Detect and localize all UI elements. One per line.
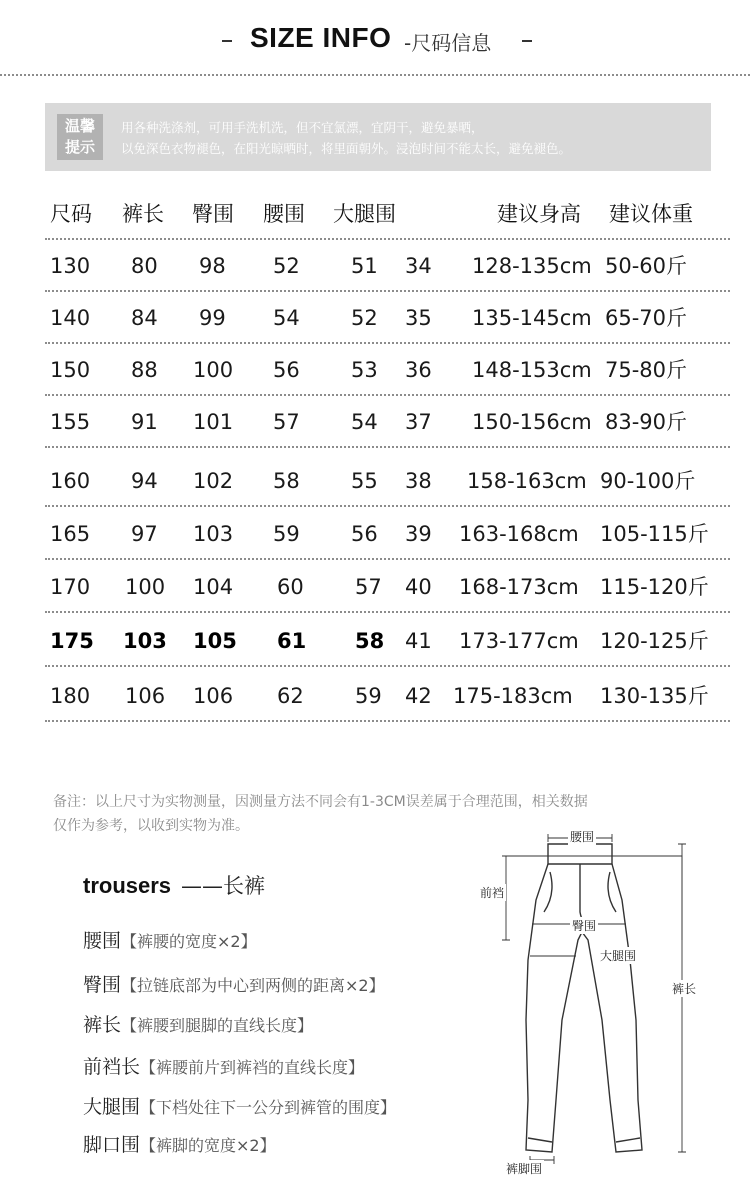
- cell-length: 94: [131, 469, 158, 493]
- care-tip-line2: 以免深色衣物褪色，在阳光晾晒时，将里面朝外。浸泡时间不能太长，避免褪色。: [121, 141, 572, 156]
- cell-thigh: 57: [355, 575, 382, 599]
- cell-length: 80: [131, 254, 158, 278]
- row-divider: [45, 394, 730, 396]
- cell-waist: 54: [273, 306, 300, 330]
- cell-size: 140: [50, 306, 91, 330]
- cell-extra: 35: [405, 306, 432, 330]
- cell-waist: 62: [277, 684, 304, 708]
- cell-extra: 37: [405, 410, 432, 434]
- table-row: [45, 672, 730, 722]
- cell-waist: 58: [273, 469, 300, 493]
- row-divider: [45, 342, 730, 344]
- cell-extra: 36: [405, 358, 432, 382]
- diagram-label-hem: 裤脚围: [506, 1162, 543, 1176]
- cell-waist: 52: [273, 254, 300, 278]
- definition-desc: 【下档处往下一公分到裤管的围度】: [140, 1098, 397, 1117]
- cell-height: 175-183cm: [453, 684, 573, 708]
- care-tip-badge-line1: 温馨: [64, 117, 95, 135]
- row-divider: [45, 290, 730, 292]
- header-thigh: 大腿围: [333, 202, 396, 226]
- definition-desc: 【裤腰到腿脚的直线长度】: [121, 1016, 314, 1035]
- cell-height: 158-163cm: [467, 469, 587, 493]
- diagram-label-thigh: 大腿围: [600, 949, 637, 963]
- diagram-label-waist: 腰围: [570, 830, 595, 844]
- header-size: 尺码: [50, 202, 92, 226]
- definition-item: [83, 1130, 276, 1157]
- table-row: [45, 617, 730, 667]
- cell-size: 175: [50, 629, 94, 653]
- page-title: SIZE INFO: [250, 22, 392, 53]
- definition-desc: 【裤腰的宽度×2】: [121, 932, 257, 951]
- cell-hip: 106: [193, 684, 234, 708]
- table-row: [45, 398, 730, 448]
- page-header: [0, 22, 750, 58]
- definitions-title-en: trousers: [83, 873, 172, 898]
- definition-desc: 【裤腰前片到裤裆的直线长度】: [140, 1058, 365, 1077]
- header-dash-left: [222, 40, 232, 42]
- definition-term: 腰围: [83, 930, 122, 952]
- definition-term: 大腿围: [83, 1096, 141, 1118]
- table-row: [45, 294, 730, 344]
- cell-length: 88: [131, 358, 158, 382]
- table-row: [45, 346, 730, 396]
- cell-length: 84: [131, 306, 158, 330]
- row-divider: [45, 558, 730, 560]
- care-tip-badge-line2: 提示: [64, 138, 95, 156]
- diagram-label-hip: 臀围: [572, 919, 597, 933]
- cell-length: 103: [123, 629, 167, 653]
- cell-hip: 103: [193, 522, 234, 546]
- table-row: [45, 457, 730, 507]
- table-row: [45, 563, 730, 613]
- row-divider: [45, 238, 730, 240]
- cell-length: 106: [125, 684, 166, 708]
- diagram-label-length: 裤长: [672, 982, 697, 996]
- cell-thigh: 58: [355, 629, 385, 653]
- cell-size: 155: [50, 410, 91, 434]
- table-header-row: [45, 190, 730, 240]
- cell-extra: 34: [405, 254, 432, 278]
- cell-thigh: 51: [351, 254, 378, 278]
- trousers-illustration: [470, 820, 720, 1185]
- cell-waist: 59: [273, 522, 300, 546]
- row-divider: [45, 665, 730, 667]
- cell-size: 160: [50, 469, 91, 493]
- care-tip-line1: 用各种洗涤剂，可用手洗机洗，但不宜氯漂，宜阴干，避免暴晒，: [121, 120, 484, 135]
- cell-height: 128-135cm: [472, 254, 592, 278]
- cell-extra: 41: [405, 629, 432, 653]
- cell-hip: 100: [193, 358, 234, 382]
- cell-thigh: 53: [351, 358, 378, 382]
- header-dash-right: [522, 40, 532, 42]
- cell-extra: 42: [405, 684, 432, 708]
- header-length: 裤长: [122, 202, 164, 226]
- care-tip-badge: [57, 114, 103, 160]
- note-line2: 仅作为参考，以收到实物为准。: [53, 818, 249, 834]
- definition-item: [83, 926, 257, 953]
- cell-hip: 99: [199, 306, 226, 330]
- note-line1: 备注：以上尺寸为实物测量，因测量方法不同会有1-3CM误差属于合理范围，相关数据: [53, 794, 588, 810]
- cell-thigh: 54: [351, 410, 378, 434]
- care-tip-box: [45, 103, 711, 171]
- cell-hip: 102: [193, 469, 234, 493]
- header-height: 建议身高: [497, 202, 581, 226]
- cell-height: 135-145cm: [472, 306, 592, 330]
- cell-extra: 39: [405, 522, 432, 546]
- row-divider: [45, 446, 730, 448]
- cell-thigh: 59: [355, 684, 382, 708]
- cell-weight: 115-120斤: [600, 575, 709, 599]
- table-row: [45, 510, 730, 560]
- trousers-diagram: [470, 820, 720, 1185]
- definition-item: [83, 1092, 396, 1119]
- cell-thigh: 55: [351, 469, 378, 493]
- cell-size: 180: [50, 684, 91, 708]
- cell-thigh: 56: [351, 522, 378, 546]
- cell-waist: 57: [273, 410, 300, 434]
- cell-height: 148-153cm: [472, 358, 592, 382]
- header-waist: 腰围: [263, 202, 305, 226]
- cell-weight: 50-60斤: [605, 254, 688, 278]
- cell-size: 170: [50, 575, 91, 599]
- header-divider: [0, 74, 750, 76]
- cell-size: 150: [50, 358, 91, 382]
- cell-extra: 38: [405, 469, 432, 493]
- cell-waist: 61: [277, 629, 307, 653]
- cell-height: 173-177cm: [459, 629, 579, 653]
- definition-term: 臀围: [83, 974, 122, 996]
- diagram-label-front-rise: 前裆: [480, 886, 505, 900]
- cell-weight: 83-90斤: [605, 410, 688, 434]
- cell-size: 130: [50, 254, 91, 278]
- definition-desc: 【裤脚的宽度×2】: [140, 1136, 276, 1155]
- cell-weight: 75-80斤: [605, 358, 688, 382]
- cell-height: 150-156cm: [472, 410, 592, 434]
- definitions-title: [83, 870, 265, 900]
- header-weight: 建议体重: [609, 202, 693, 226]
- row-divider: [45, 611, 730, 613]
- cell-hip: 101: [193, 410, 234, 434]
- cell-length: 91: [131, 410, 158, 434]
- row-divider: [45, 720, 730, 722]
- cell-weight: 65-70斤: [605, 306, 688, 330]
- definition-item: [83, 1052, 364, 1079]
- cell-weight: 105-115斤: [600, 522, 709, 546]
- cell-weight: 120-125斤: [600, 629, 709, 653]
- definition-term: 裤长: [83, 1014, 122, 1036]
- care-tip-text: [121, 117, 711, 159]
- cell-waist: 60: [277, 575, 304, 599]
- definitions-title-cn: ——长裤: [181, 874, 266, 898]
- definition-desc: 【拉链底部为中心到两侧的距离×2】: [121, 976, 385, 995]
- cell-hip: 104: [193, 575, 234, 599]
- cell-hip: 98: [199, 254, 226, 278]
- cell-height: 163-168cm: [459, 522, 579, 546]
- cell-weight: 130-135斤: [600, 684, 709, 708]
- cell-size: 165: [50, 522, 91, 546]
- cell-thigh: 52: [351, 306, 378, 330]
- cell-extra: 40: [405, 575, 432, 599]
- definition-item: [83, 970, 385, 997]
- cell-hip: 105: [193, 629, 237, 653]
- definition-term: 脚口围: [83, 1134, 141, 1156]
- header-hip: 臀围: [192, 202, 234, 226]
- cell-weight: 90-100斤: [600, 469, 696, 493]
- table-row: [45, 242, 730, 292]
- definition-term: 前裆长: [83, 1056, 141, 1078]
- cell-waist: 56: [273, 358, 300, 382]
- row-divider: [45, 505, 730, 507]
- cell-length: 100: [125, 575, 166, 599]
- cell-height: 168-173cm: [459, 575, 579, 599]
- cell-length: 97: [131, 522, 158, 546]
- page-subtitle: -尺码信息: [404, 31, 492, 55]
- definition-item: [83, 1010, 313, 1037]
